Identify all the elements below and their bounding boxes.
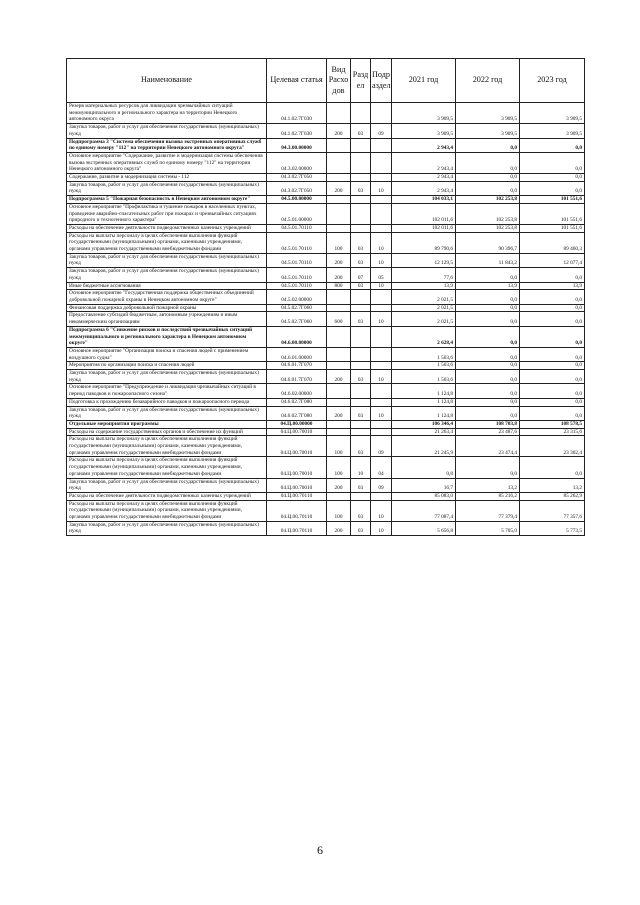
cell-2021: 2 943,4 [392,138,456,152]
cell-expense-type [327,420,351,428]
table-row [67,268,585,282]
cell-target: 04.1.02.7Г030 [267,124,327,138]
cell-2022: 0,0 [456,304,520,312]
cell-name: Расходы на обеспечение деятельности подведомственных казенных учреждений [67,224,267,232]
cell-name: Подпрограмма 6 "Снижение рисков и последствий чрезвычайных ситуаций межмуниципального и регионального характера в Ненецком автономном округе" [67,326,267,347]
cell-2021: 2 021,5 [392,304,456,312]
cell-2021: 102 011,6 [392,224,456,232]
cell-subsection [371,362,392,370]
cell-subsection: 10 [371,370,392,384]
cell-section [351,203,371,224]
cell-section [351,196,371,204]
cell-expense-type: 200 [327,181,351,195]
cell-target: 04.5.02.7Г060 [267,312,327,326]
cell-subsection [371,420,392,428]
table-row [67,362,585,370]
cell-2022: 0,0 [456,457,520,478]
cell-section: 03 [351,521,371,535]
table-row [67,203,585,224]
cell-expense-type: 100 [327,232,351,253]
cell-2022: 3 909,5 [456,103,520,124]
cell-subsection: 10 [371,253,392,267]
cell-expense-type [327,326,351,347]
cell-2021: 16,7 [392,478,456,492]
cell-name: Закупка товаров, работ и услуг для обеспечения государственных (муниципальных) нужд [67,478,267,492]
cell-expense-type [327,492,351,500]
col-header-subsection: Подр аздел [371,59,392,103]
cell-section [351,428,371,436]
cell-target: 04.5.01.70110 [267,268,327,282]
cell-section: 03 [351,406,371,420]
col-header-2022: 2022 год [456,59,520,103]
cell-2021: 85 083,0 [392,492,456,500]
cell-section: 03 [351,312,371,326]
cell-section: 03 [351,253,371,267]
cell-name: Основное мероприятие "Содержание, развитие и модернизация системы обеспечения вызова экстренных оперативных служб по единому номеру "112" на территории Ненецкого автономного округа" [67,152,267,173]
cell-2021: 1 124,8 [392,384,456,398]
cell-expense-type [327,152,351,173]
col-header-2023: 2023 год [520,59,585,103]
cell-expense-type: 200 [327,268,351,282]
cell-section: 03 [351,181,371,195]
cell-2023: 13,2 [520,478,585,492]
cell-2021: 2 943,4 [392,174,456,182]
table-row [67,478,585,492]
cell-subsection [371,138,392,152]
cell-target: 04.5.02.00000 [267,290,327,304]
cell-2022: 0,0 [456,347,520,361]
cell-2022: 3 909,5 [456,124,520,138]
cell-2021: 13,9 [392,282,456,290]
cell-section [351,174,371,182]
cell-target: 04.Ц.00.70010 [267,457,327,478]
cell-2023: 0,0 [520,406,585,420]
cell-2022: 0,0 [456,406,520,420]
cell-name: Закупка товаров, работ и услуг для обеспечения государственных (муниципальных) нужд [67,268,267,282]
cell-name: Основное мероприятие "Предупреждение и ликвидация чрезвычайных ситуаций в период паводков и пожароопасного сезона" [67,384,267,398]
cell-2021: 12 129,5 [392,253,456,267]
cell-target: 04.Ц.00.70110 [267,500,327,521]
cell-name: Расходы на выплаты персоналу в целях обеспечения выполнения функций государственными (муниципальными) органами, казенными учреждениями, органами управления государственными внебюджетными фондами [67,500,267,521]
cell-2021: 1 124,8 [392,398,456,406]
table-row [67,253,585,267]
cell-subsection [371,398,392,406]
cell-2023: 0,0 [520,362,585,370]
cell-target: 04.3.02.7Г050 [267,181,327,195]
table-row [67,224,585,232]
table-row [67,457,585,478]
page-number: 6 [317,843,323,857]
cell-expense-type [327,290,351,304]
cell-2023: 0,0 [520,304,585,312]
cell-2023: 108 578,5 [520,420,585,428]
table-row [67,124,585,138]
cell-name: Закупка товаров, работ и услуг для обеспечения государственных (муниципальных) нужд [67,521,267,535]
cell-subsection: 04 [371,457,392,478]
cell-name: Закупка товаров, работ и услуг для обеспечения государственных (муниципальных) нужд [67,406,267,420]
col-header-section: Разд ел [351,59,371,103]
cell-expense-type: 600 [327,312,351,326]
table-row [67,436,585,457]
cell-2022: 0,0 [456,181,520,195]
cell-name: Расходы на содержание государственных органов и обеспечение их функций [67,428,267,436]
cell-2022: 0,0 [456,138,520,152]
cell-target: 04.6.02.7Г080 [267,406,327,420]
table-row [67,500,585,521]
cell-section: 03 [351,436,371,457]
cell-target: 04.6.02.7Г080 [267,398,327,406]
cell-subsection: 10 [371,406,392,420]
col-header-2021: 2021 год [392,59,456,103]
cell-section: 07 [351,268,371,282]
cell-section [351,290,371,304]
cell-subsection: 10 [371,232,392,253]
cell-name: Подпрограмма 3 "Система обеспечения вызова экстренных оперативных служб по единому номеру "112" на территории Ненецкого автономного округа" [67,138,267,152]
cell-2021: 21 245,9 [392,436,456,457]
table-row [67,370,585,384]
cell-expense-type: 100 [327,436,351,457]
cell-subsection [371,103,392,124]
cell-subsection [371,152,392,173]
cell-2021: 2 021,5 [392,312,456,326]
cell-2021: 1 503,6 [392,362,456,370]
cell-2021: 77 087,4 [392,500,456,521]
cell-2022: 13,9 [456,282,520,290]
cell-target: 04.5.02.7Г060 [267,304,327,312]
cell-subsection [371,384,392,398]
cell-name: Закупка товаров, работ и услуг для обеспечения государственных (муниципальных) нужд [67,124,267,138]
cell-2021: 3 909,5 [392,103,456,124]
cell-2021: 1 124,8 [392,406,456,420]
cell-target: 04.5.01.70110 [267,282,327,290]
cell-name: Подготовка к прохождению безаварийного паводков и пожароопасного периода [67,398,267,406]
cell-subsection [371,492,392,500]
cell-name: Основное мероприятие "Профилактика и тушение пожаров в населенных пунктах, проведение аварийно-спасательных работ при пожарах и чрезвычайных ситуациях природного и техногенного характера" [67,203,267,224]
cell-name: Подпрограмма 5 "Пожарная безопасность в Ненецком автономном округе" [67,196,267,204]
table-body [67,103,585,536]
cell-2022: 102 253,8 [456,196,520,204]
cell-2022: 0,0 [456,326,520,347]
table-row [67,326,585,347]
cell-subsection: 10 [371,521,392,535]
cell-target: 04.6.00.00000 [267,326,327,347]
cell-2022: 0,0 [456,384,520,398]
cell-2022: 0,0 [456,370,520,384]
cell-subsection [371,224,392,232]
table-row [67,196,585,204]
cell-2022: 11 843,2 [456,253,520,267]
cell-2022: 0,0 [456,152,520,173]
cell-section: 03 [351,478,371,492]
cell-target: 04.6.01.00000 [267,347,327,361]
cell-2021: 77,6 [392,268,456,282]
cell-section [351,138,371,152]
cell-subsection: 09 [371,124,392,138]
cell-name: Расходы на выплаты персоналу в целях обеспечения выполнения функций государственными (муниципальными) органами, казенными учреждениями, органами управления государственными внебюджетными фондами [67,436,267,457]
cell-expense-type: 100 [327,500,351,521]
table-row [67,398,585,406]
cell-2022: 85 216,2 [456,492,520,500]
table-row [67,428,585,436]
table-row [67,492,585,500]
cell-target: 04.Ц.00.70110 [267,521,327,535]
cell-2023: 0,0 [520,347,585,361]
cell-subsection [371,304,392,312]
table-row [67,103,585,124]
cell-target: 04.6.01.7Г070 [267,362,327,370]
cell-2023: 3 909,5 [520,124,585,138]
cell-name: Расходы на обеспечение деятельности подведомственных казенных учреждений [67,492,267,500]
cell-2022: 77 379,4 [456,500,520,521]
cell-section [351,304,371,312]
cell-2023: 0,0 [520,326,585,347]
cell-name: Расходы на выплаты персоналу в целях обеспечения выполнения функций государственными (муниципальными) органами, казенными учреждениями, органами управления государственными внебюджетными фондами [67,457,267,478]
table-row [67,406,585,420]
cell-2022: 0,0 [456,290,520,304]
cell-expense-type: 200 [327,124,351,138]
cell-subsection [371,428,392,436]
cell-section: 03 [351,282,371,290]
cell-section [351,152,371,173]
cell-2023: 0,0 [520,268,585,282]
cell-2021: 1 503,6 [392,370,456,384]
cell-expense-type: 200 [327,478,351,492]
cell-expense-type: 100 [327,457,351,478]
cell-section [351,326,371,347]
cell-expense-type [327,398,351,406]
cell-section [351,384,371,398]
cell-2021: 2 021,5 [392,290,456,304]
cell-subsection: 09 [371,436,392,457]
cell-section: 03 [351,500,371,521]
cell-subsection: 10 [371,500,392,521]
col-header-target: Целевая статья [267,59,327,103]
cell-2022: 0,0 [456,398,520,406]
cell-name: Основное мероприятие "Государственная поддержка общественных объединений добровольной пожарной охраны в Ненецком автономном округе" [67,290,267,304]
cell-2022: 0,0 [456,174,520,182]
cell-subsection [371,347,392,361]
cell-name: Предоставление субсидий бюджетным, автономным учреждениям и иным некоммерческим организациям [67,312,267,326]
cell-target: 04.5.01.00000 [267,203,327,224]
budget-table [66,58,585,536]
cell-2023: 0,0 [520,384,585,398]
table-row [67,152,585,173]
cell-subsection [371,174,392,182]
cell-2022: 0,0 [456,312,520,326]
cell-2022: 0,0 [456,362,520,370]
cell-expense-type: 200 [327,406,351,420]
table-row [67,521,585,535]
cell-2023: 0,0 [520,181,585,195]
cell-2022: 23 487,6 [456,428,520,436]
cell-expense-type: 800 [327,282,351,290]
table-row [67,304,585,312]
cell-expense-type [327,384,351,398]
cell-2023: 0,0 [520,138,585,152]
cell-section [351,398,371,406]
cell-section: 03 [351,124,371,138]
cell-2023: 101 551,6 [520,196,585,204]
cell-expense-type [327,196,351,204]
cell-target: 04.Ц.00.00000 [267,420,327,428]
table-row [67,138,585,152]
cell-expense-type [327,174,351,182]
cell-expense-type [327,428,351,436]
cell-name: Закупка товаров, работ и услуг для обеспечения государственных (муниципальных) нужд [67,181,267,195]
cell-target: 04.Ц.00.70110 [267,492,327,500]
cell-2021: 104 033,1 [392,196,456,204]
cell-2023: 0,0 [520,370,585,384]
cell-target: 04.3.02.7Г050 [267,174,327,182]
cell-2023: 13,9 [520,282,585,290]
cell-name: Закупка товаров, работ и услуг для обеспечения государственных (муниципальных) нужд [67,370,267,384]
cell-subsection: 10 [371,282,392,290]
cell-2023: 77 357,6 [520,500,585,521]
cell-2021: 89 790,6 [392,232,456,253]
cell-name: Содержание, развитие и модернизация системы - 112 [67,174,267,182]
cell-2023: 0,0 [520,290,585,304]
table-row [67,232,585,253]
col-header-name: Наименование [67,59,267,103]
cell-expense-type: 200 [327,521,351,535]
cell-expense-type: 200 [327,253,351,267]
cell-expense-type [327,203,351,224]
cell-section [351,362,371,370]
cell-expense-type [327,347,351,361]
cell-2021: 102 011,6 [392,203,456,224]
cell-expense-type [327,103,351,124]
table-header [67,59,585,103]
cell-2021: 2 628,4 [392,326,456,347]
cell-section [351,224,371,232]
cell-2023: 12 077,4 [520,253,585,267]
cell-2021: 5 656,8 [392,521,456,535]
cell-subsection [371,326,392,347]
cell-2023: 101 551,6 [520,203,585,224]
cell-target: 04.5.01.70110 [267,224,327,232]
table-row [67,181,585,195]
cell-2021: 2 943,4 [392,181,456,195]
cell-subsection: 10 [371,181,392,195]
cell-name: Иные бюджетные ассигнования [67,282,267,290]
table-row [67,384,585,398]
cell-2022: 90 396,7 [456,232,520,253]
cell-target: 04.1.02.7Г030 [267,103,327,124]
cell-subsection: 05 [371,268,392,282]
cell-name: Расходы на выплаты персоналу в целях обеспечения выполнения функций государственными (муниципальными) органами, казенными учреждениями, органами управления государственными внебюджетными фондами [67,232,267,253]
cell-2021: 3 909,5 [392,124,456,138]
cell-section: 03 [351,232,371,253]
cell-name: Закупка товаров, работ и услуг для обеспечения государственных (муниципальных) нужд [67,253,267,267]
cell-2023: 0,0 [520,174,585,182]
cell-subsection [371,290,392,304]
cell-2023: 5 773,5 [520,521,585,535]
cell-target: 04.5.01.70110 [267,253,327,267]
cell-2023: 0,0 [520,152,585,173]
cell-2023: 0,0 [520,312,585,326]
cell-subsection: 09 [371,478,392,492]
cell-2023: 0,0 [520,398,585,406]
cell-target: 04.Ц.00.70010 [267,478,327,492]
cell-2023: 23 315,6 [520,428,585,436]
cell-expense-type: 200 [327,370,351,384]
cell-2023: 85 262,9 [520,492,585,500]
table-row [67,312,585,326]
cell-2021: 1 503,6 [392,347,456,361]
cell-name: Отдельные мероприятия программы [67,420,267,428]
cell-section: 10 [351,457,371,478]
col-header-expense-type: Вид Расхо дов [327,59,351,103]
cell-2023: 101 551,6 [520,224,585,232]
cell-target: 04.Ц.00.70010 [267,428,327,436]
cell-name: Основное мероприятие "Организация поиска и спасения людей с применением воздушного судна" [67,347,267,361]
cell-expense-type [327,304,351,312]
cell-2021: 21 263,4 [392,428,456,436]
table-row [67,174,585,182]
cell-2022: 5 705,0 [456,521,520,535]
cell-2022: 23 474,4 [456,436,520,457]
cell-section [351,103,371,124]
cell-target: 04.6.01.7Г070 [267,370,327,384]
header-row [67,59,585,103]
table-row [67,347,585,361]
cell-name: Финансовая поддержка добровольной пожарной охраны [67,304,267,312]
cell-2023: 89 460,3 [520,232,585,253]
cell-target: 04.5.01.70110 [267,232,327,253]
cell-expense-type [327,224,351,232]
cell-target: 04.3.02.00000 [267,152,327,173]
cell-2023: 0,0 [520,457,585,478]
table-row [67,290,585,304]
cell-2022: 108 703,8 [456,420,520,428]
cell-target: 04.6.02.00000 [267,384,327,398]
cell-name: Резерв материальных ресурсов для ликвидации чрезвычайных ситуаций межмуниципального и регионального характера на территории Ненецкого автономного округа [67,103,267,124]
cell-target: 04.5.00.00000 [267,196,327,204]
cell-section [351,347,371,361]
cell-subsection [371,203,392,224]
table-row [67,282,585,290]
cell-2022: 13,2 [456,478,520,492]
cell-section [351,420,371,428]
cell-expense-type [327,362,351,370]
cell-2021: 0,8 [392,457,456,478]
cell-2021: 2 943,4 [392,152,456,173]
cell-section: 03 [351,370,371,384]
cell-2022: 102 253,8 [456,224,520,232]
cell-target: 04.3.00.00000 [267,138,327,152]
cell-subsection: 10 [371,312,392,326]
cell-subsection [371,196,392,204]
budget-table-container [66,58,584,536]
cell-name: Мероприятия по организации поиска и спасения людей [67,362,267,370]
cell-2022: 102 253,8 [456,203,520,224]
cell-2023: 23 302,4 [520,436,585,457]
cell-2023: 3 909,5 [520,103,585,124]
cell-expense-type [327,138,351,152]
cell-section [351,492,371,500]
cell-target: 04.Ц.00.70010 [267,436,327,457]
table-row [67,420,585,428]
cell-2021: 106 346,4 [392,420,456,428]
cell-2022: 0,0 [456,268,520,282]
